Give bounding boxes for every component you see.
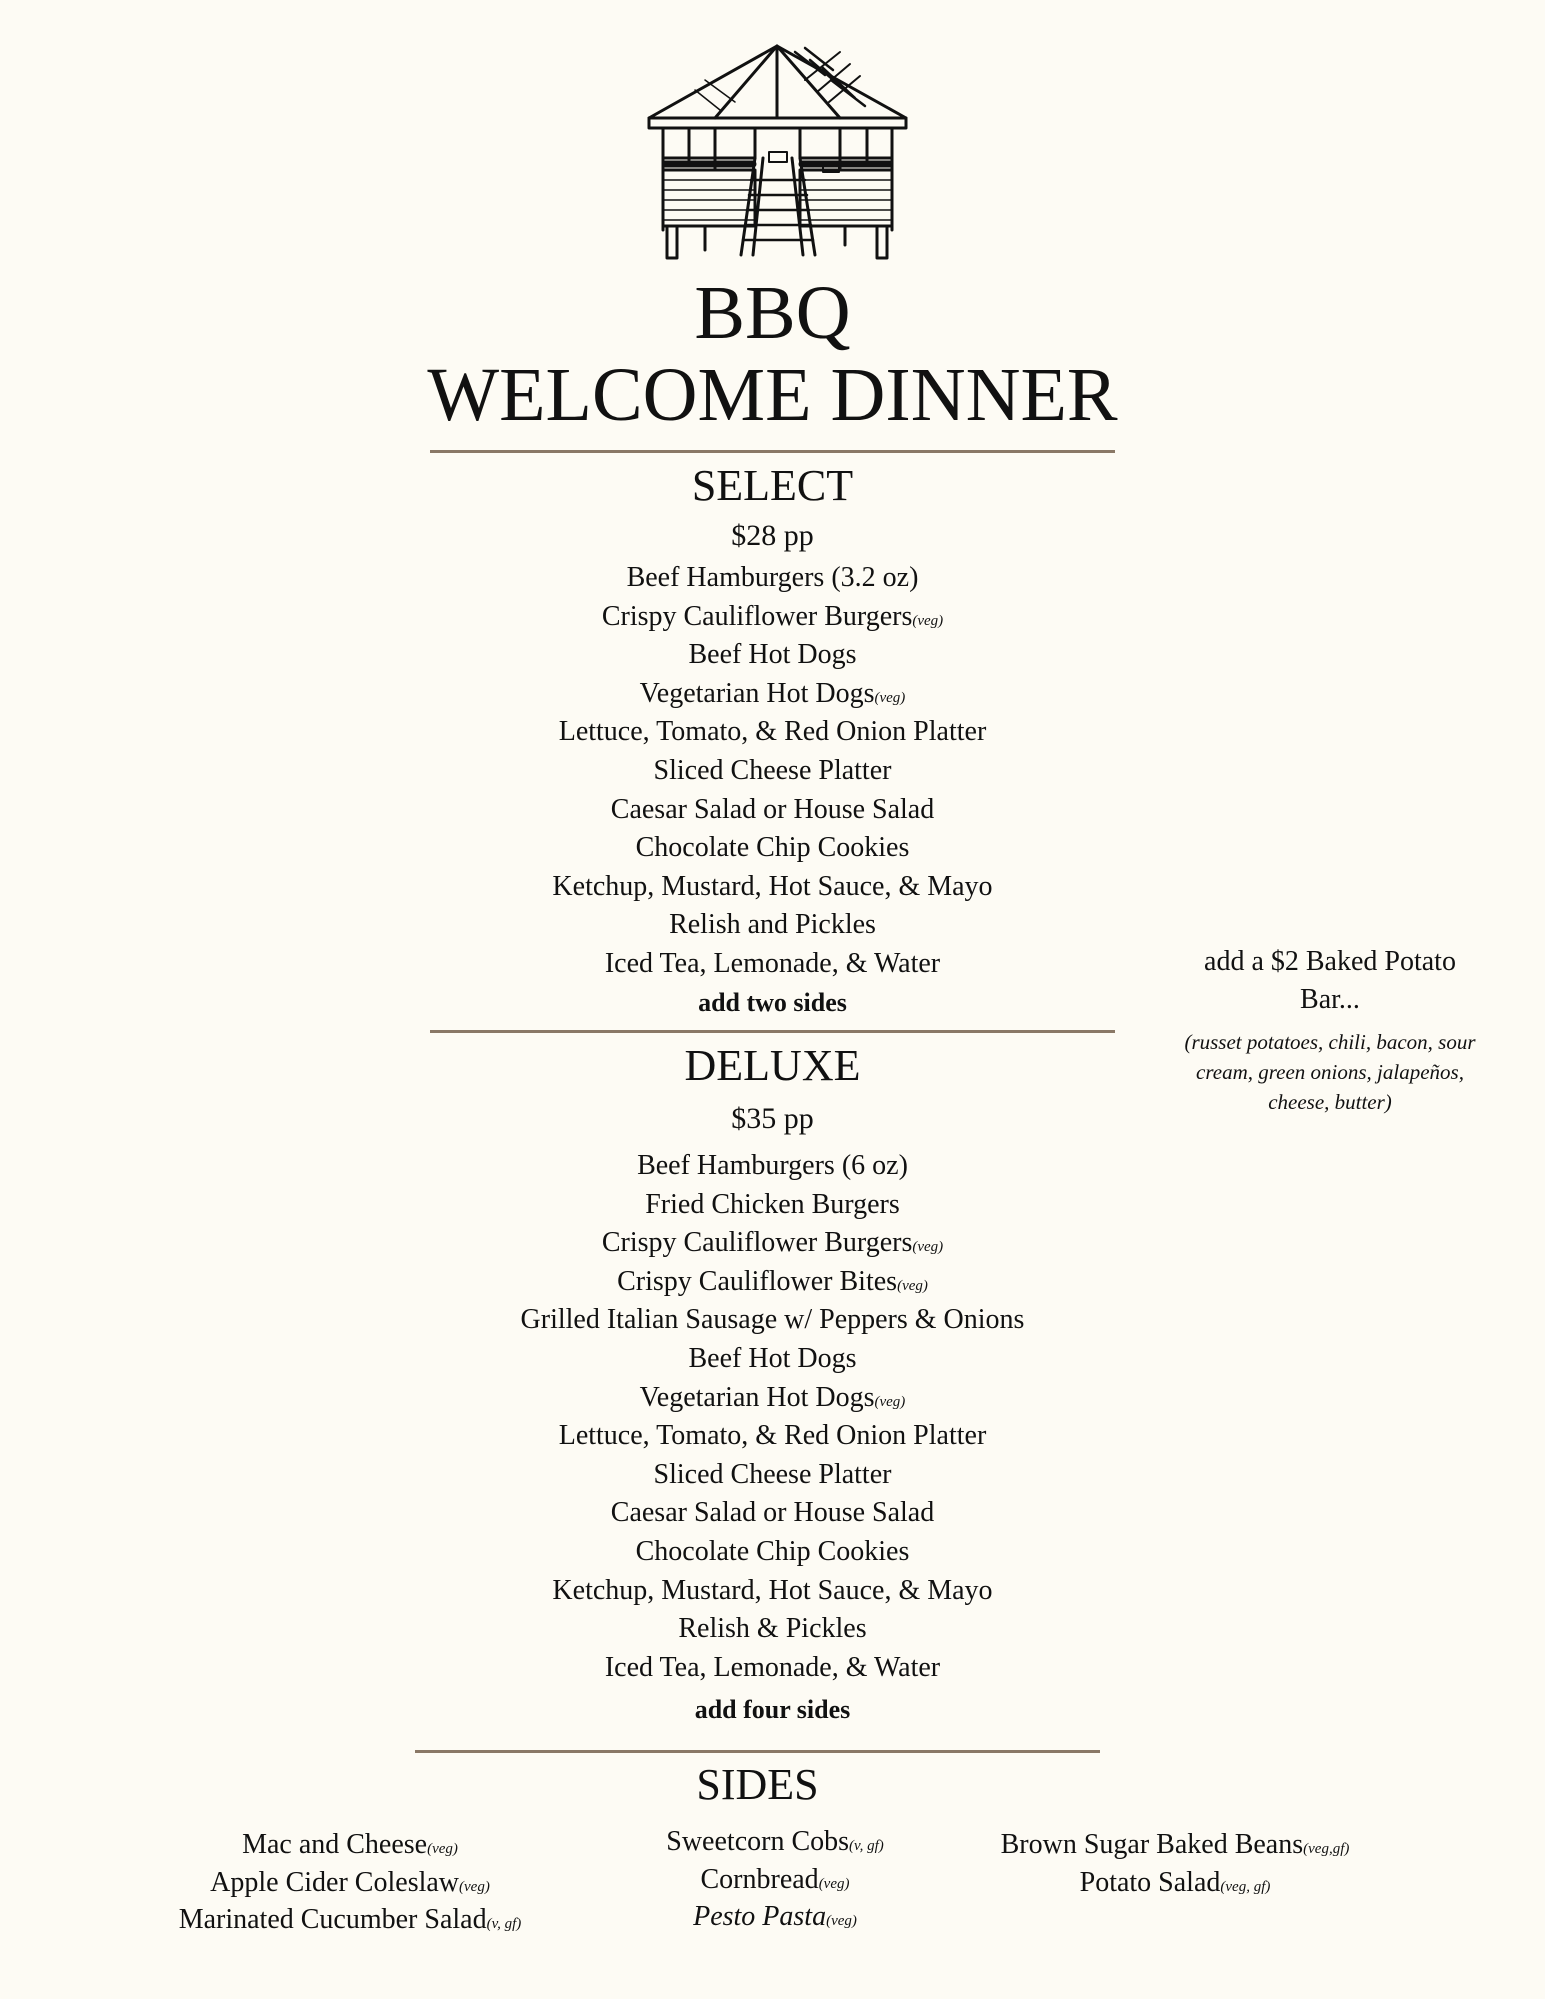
select-price: $28 pp bbox=[731, 519, 814, 552]
menu-item bbox=[0, 868, 1545, 907]
menu-item bbox=[0, 1186, 1545, 1225]
menu-item bbox=[0, 1649, 1545, 1688]
sides-column-1 bbox=[150, 1826, 550, 1939]
menu-item-name: Caesar Salad or House Salad bbox=[610, 793, 935, 825]
dietary-tag: (veg, gf) bbox=[1220, 1878, 1271, 1895]
menu-item-name: Apple Cider Coleslaw bbox=[210, 1866, 460, 1898]
menu-item bbox=[935, 1864, 1415, 1902]
menu-item bbox=[0, 1340, 1545, 1379]
menu-item-name: Beef Hamburgers (3.2 oz) bbox=[626, 562, 919, 593]
potato-bar-note: (russet potatoes, chili, bacon, sour cream, green onions, jalapeños, cheese, butter) bbox=[1184, 1030, 1476, 1114]
divider-middle bbox=[430, 1030, 1115, 1033]
menu-item-name: Crispy Cauliflower Burgers bbox=[601, 1227, 913, 1259]
dietary-tag: (veg) bbox=[427, 1841, 458, 1857]
divider-bottom bbox=[415, 1750, 1100, 1753]
deluxe-price: $35 pp bbox=[731, 1102, 814, 1135]
divider-top bbox=[430, 450, 1115, 453]
menu-item bbox=[0, 1301, 1545, 1340]
menu-item-name: Sliced Cheese Platter bbox=[653, 754, 892, 786]
menu-item bbox=[0, 1572, 1545, 1611]
menu-item-name: Lettuce, Tomato, & Red Onion Platter bbox=[558, 1420, 987, 1452]
menu-item-name: Vegetarian Hot Dogs bbox=[639, 1381, 875, 1413]
dietary-tag: (veg) bbox=[459, 1878, 490, 1895]
menu-item-name: Crispy Cauliflower Burgers bbox=[601, 600, 913, 632]
menu-item bbox=[0, 906, 1545, 945]
dietary-tag: (v, gf) bbox=[486, 1916, 522, 1932]
menu-item-name: Relish and Pickles bbox=[669, 909, 876, 941]
menu-item-name: Beef Hot Dogs bbox=[688, 639, 857, 671]
menu-item-name: Marinated Cucumber Salad bbox=[178, 1904, 487, 1935]
menu-item bbox=[575, 1861, 975, 1899]
menu-item-name: Sliced Cheese Platter bbox=[653, 1458, 892, 1490]
dietary-tag: (veg) bbox=[818, 1875, 850, 1892]
dietary-tag: (veg) bbox=[897, 1277, 928, 1294]
menu-item bbox=[0, 1147, 1545, 1186]
menu-item-name: Fried Chicken Burgers bbox=[645, 1188, 900, 1220]
menu-item bbox=[0, 636, 1545, 675]
dietary-tag: (veg) bbox=[912, 1239, 944, 1256]
select-heading: SELECT bbox=[691, 461, 854, 510]
menu-item bbox=[0, 1533, 1545, 1572]
menu-item bbox=[0, 1224, 1545, 1263]
menu-item-name: Relish & Pickles bbox=[678, 1613, 867, 1645]
menu-item-name: Vegetarian Hot Dogs bbox=[639, 677, 875, 709]
menu-item-name: Mac and Cheese bbox=[242, 1829, 428, 1860]
menu-item bbox=[0, 598, 1545, 637]
menu-item bbox=[575, 1823, 975, 1861]
dietary-tag: (veg) bbox=[874, 689, 906, 706]
menu-item-name: Cornbread bbox=[700, 1863, 819, 1895]
menu-item bbox=[0, 1417, 1545, 1456]
menu-item-name: Lettuce, Tomato, & Red Onion Platter bbox=[558, 716, 987, 748]
menu-item bbox=[935, 1826, 1415, 1864]
menu-item bbox=[0, 1610, 1545, 1649]
menu-item-name: Crispy Cauliflower Bites bbox=[617, 1265, 898, 1297]
menu-item-name: Sweetcorn Cobs bbox=[666, 1826, 850, 1857]
menu-item-name: Brown Sugar Baked Beans bbox=[1000, 1829, 1304, 1860]
select-items-list bbox=[0, 559, 1545, 984]
menu-item-name: Chocolate Chip Cookies bbox=[635, 1535, 910, 1567]
dietary-tag: (veg) bbox=[874, 1393, 906, 1410]
menu-item-name: Pesto Pasta bbox=[693, 1901, 827, 1932]
dietary-tag: (veg,gf) bbox=[1303, 1841, 1350, 1857]
menu-item-name: Beef Hot Dogs bbox=[688, 1342, 857, 1374]
menu-item-name: Potato Salad bbox=[1079, 1866, 1221, 1898]
menu-item bbox=[150, 1864, 550, 1902]
menu-item-name: Iced Tea, Lemonade, & Water bbox=[604, 947, 941, 979]
menu-item-name: Caesar Salad or House Salad bbox=[610, 1497, 935, 1529]
menu-item-name: Chocolate Chip Cookies bbox=[635, 832, 910, 864]
menu-item bbox=[0, 1379, 1545, 1418]
menu-item-name: Ketchup, Mustard, Hot Sauce, & Mayo bbox=[552, 870, 993, 902]
menu-item bbox=[0, 1263, 1545, 1302]
deluxe-items-list bbox=[0, 1147, 1545, 1687]
menu-item bbox=[150, 1826, 550, 1864]
dietary-tag: (veg) bbox=[912, 612, 944, 629]
menu-item bbox=[150, 1901, 550, 1939]
menu-item-name: Iced Tea, Lemonade, & Water bbox=[604, 1651, 941, 1683]
dietary-tag: (v, gf) bbox=[849, 1838, 884, 1854]
deluxe-add-sides: add four sides bbox=[694, 1695, 851, 1724]
sides-column-3 bbox=[935, 1826, 1415, 1901]
menu-item bbox=[0, 713, 1545, 752]
menu-item-name: Ketchup, Mustard, Hot Sauce, & Mayo bbox=[552, 1574, 993, 1606]
potato-bar-title: add a $2 Baked Potato Bar... bbox=[1204, 946, 1456, 1015]
menu-item bbox=[575, 1898, 975, 1936]
menu-item bbox=[0, 791, 1545, 830]
sides-heading: SIDES bbox=[696, 1760, 819, 1809]
menu-item bbox=[0, 752, 1545, 791]
menu-item-name: Grilled Italian Sausage w/ Peppers & Onions bbox=[520, 1304, 1025, 1336]
menu-item bbox=[0, 1456, 1545, 1495]
dietary-tag: (veg) bbox=[826, 1913, 857, 1929]
menu-item bbox=[0, 559, 1545, 598]
title-line-2: WELCOME DINNER bbox=[427, 353, 1118, 437]
gazebo-house-icon bbox=[645, 40, 910, 265]
deluxe-heading: DELUXE bbox=[684, 1041, 861, 1090]
title-line-1: BBQ bbox=[694, 271, 851, 355]
select-add-sides: add two sides bbox=[698, 988, 847, 1017]
menu-item bbox=[0, 1494, 1545, 1533]
sides-column-2 bbox=[575, 1823, 975, 1936]
menu-item bbox=[0, 675, 1545, 714]
menu-item bbox=[0, 829, 1545, 868]
potato-bar-addon bbox=[1180, 943, 1480, 1117]
menu-item-name: Beef Hamburgers (6 oz) bbox=[637, 1150, 908, 1181]
